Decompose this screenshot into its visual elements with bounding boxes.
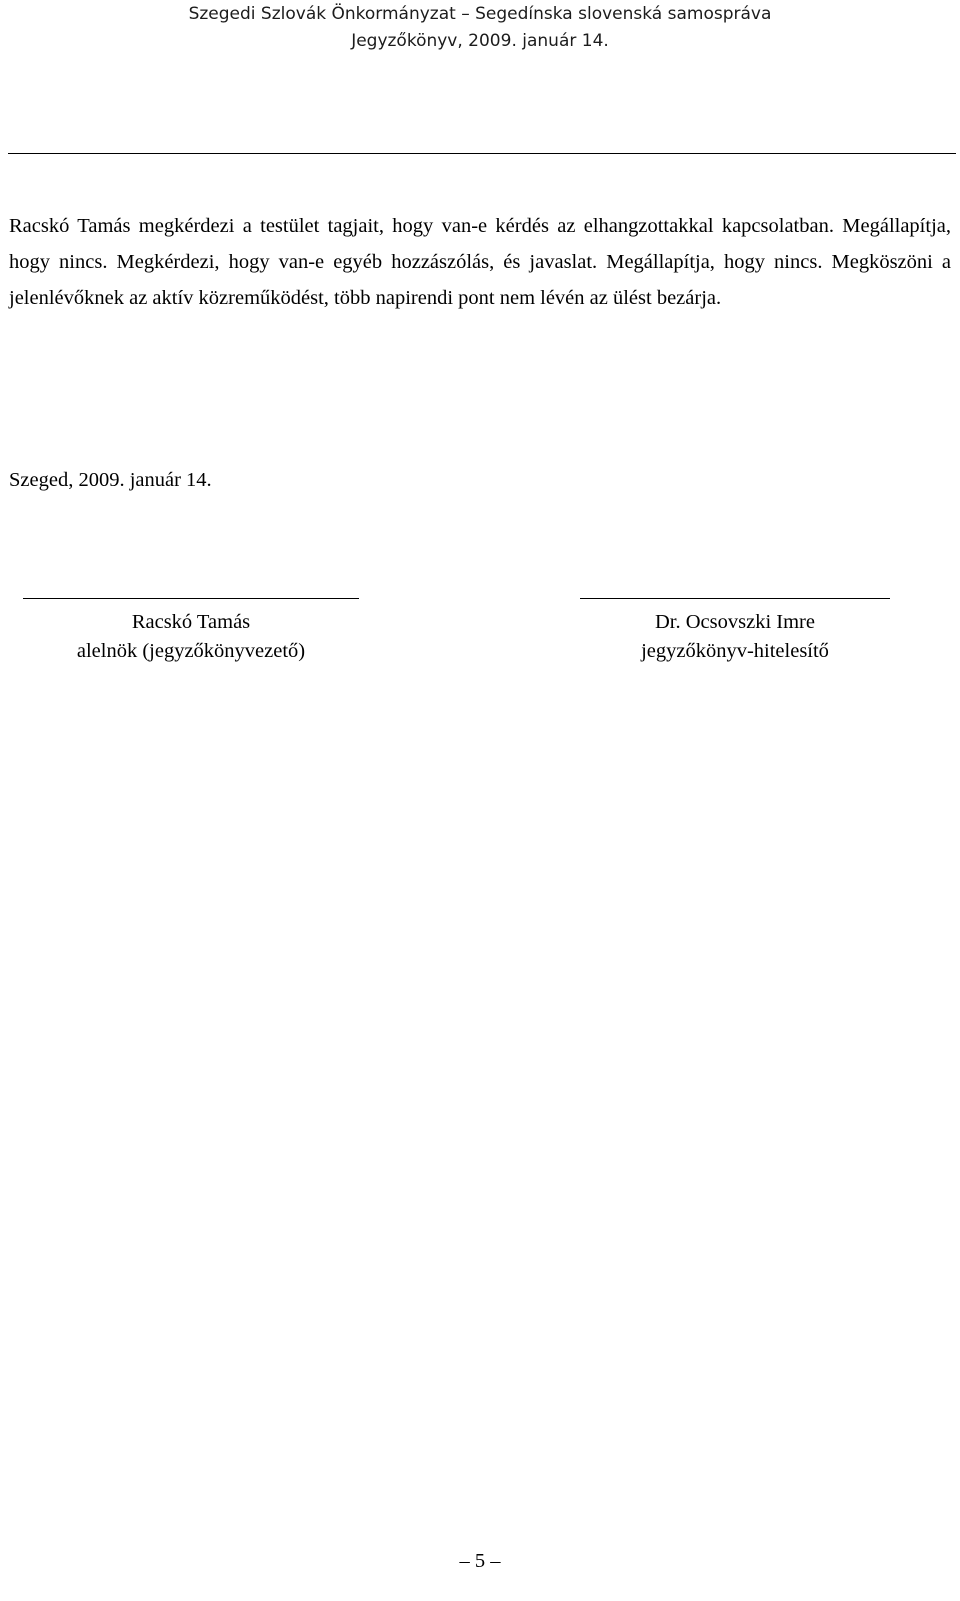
page-number: – 5 – — [459, 1550, 501, 1572]
signatory-role-right: jegyzőkönyv-hitelesítő — [641, 640, 829, 662]
signatory-name-left: Racskó Tamás — [131, 611, 251, 633]
place-date: Szeged, 2009. január 14. — [9, 469, 212, 491]
signatory-role-left: alelnök (jegyzőkönyvezető) — [76, 640, 306, 662]
signature-block-right — [580, 598, 890, 666]
header-organization: Szegedi Szlovák Önkormányzat – Segedínska slovenská samospráva — [188, 4, 772, 24]
header-document-title: Jegyzőkönyv, 2009. január 14. — [351, 31, 609, 51]
signature-block-left — [23, 598, 359, 666]
signature-line-left — [23, 598, 359, 599]
signature-line-right — [580, 598, 890, 599]
header-divider — [8, 153, 956, 154]
signatory-name-right: Dr. Ocsovszki Imre — [655, 611, 815, 633]
body-paragraph: Racskó Tamás megkérdezi a testület tagjait, hogy van-e kérdés az elhangzottakkal kapcsolatban. Megállapítja, hogy nincs. Megkérdezi, hogy van-e egyéb hozzászólás, és javaslat. Megállapítja, hogy nincs. Megköszöni a jelenlévőknek az aktív közreműködést, több napirendi pont nem lévén az ülést bezárja. — [9, 215, 951, 309]
